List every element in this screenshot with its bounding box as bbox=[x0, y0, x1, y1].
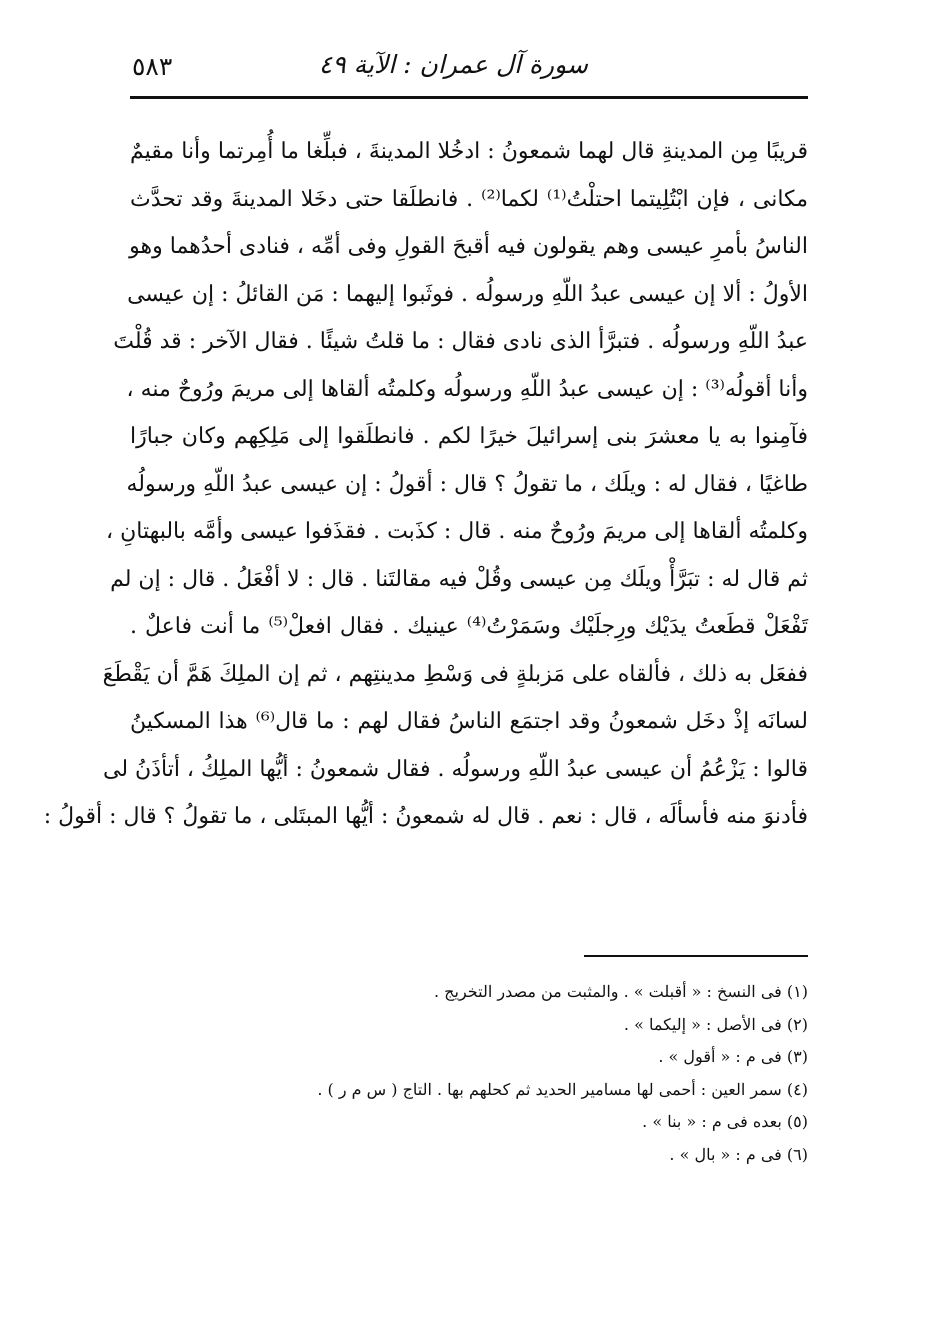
running-title: سورة آل عمران : الآية ٤٩ bbox=[318, 50, 588, 79]
footnotes bbox=[130, 976, 808, 1171]
footnote: (٢) فى الأصل : « إليكما » . bbox=[623, 1014, 808, 1034]
text-line: تَفْعَلْ قطَعتُ يدَيْك ورِجلَيْك وسَمَرْتُ⁽⁴⁾ عينيك . فقال افعلْ⁽⁵⁾ ما أنت فاعلٌ . bbox=[130, 614, 808, 639]
body-text bbox=[43, 128, 808, 841]
text-line: وأنا أقولُه⁽³⁾ : إن عيسى عبدُ اللّهِ ورسولُه وكلمتُه ألقاها إلى مريمَ ورُوحٌ منه ، bbox=[126, 376, 808, 402]
page-number: ٥٨٣ bbox=[132, 52, 173, 81]
text-line: الأولُ : ألا إن عيسى عبدُ اللّهِ ورسولُه . فوثَبوا إليهما : مَن القائلُ : إن عيسى bbox=[127, 281, 808, 307]
footnote: (١) فى النسخ : « أقبلت » . والمثبت من مصدر التخريج . bbox=[434, 982, 808, 1001]
footnote: (٣) فى م : « أقول » . bbox=[658, 1047, 808, 1066]
text-line: قالوا : يَزْعُمُ أن عيسى عبدُ اللّهِ ورسولُه . فقال شمعونُ : أيُّها الملِكُ ، أتأذَنُ لى bbox=[103, 756, 808, 782]
footnote-divider bbox=[584, 955, 808, 957]
text-line: مكانى ، فإن ابْتُلِيتما احتلْتُ⁽¹⁾ لكما⁽²⁾ . فانطلَقا حتى دخَلا المدينةَ وقد تحدَّث bbox=[130, 186, 808, 212]
text-line: لسانَه إذْ دخَل شمعونُ وقد اجتمَع الناسُ فقال لهم : ما قال⁽⁶⁾ هذا المسكينُ bbox=[130, 709, 808, 734]
text-line: طاغيًا ، فقال له : ويلَك ، ما تقولُ ؟ قال : أقولُ : إن عيسى عبدُ اللّهِ ورسولُه bbox=[126, 471, 808, 497]
page-header bbox=[130, 44, 808, 88]
text-line: عبدُ اللّهِ ورسولُه . فتبرَّأ الذى نادى فقال : ما قلتُ شيئًا . فقال الآخر : قد قُلْتَ bbox=[113, 329, 808, 354]
header-divider bbox=[130, 96, 808, 99]
text-line: وكلمتُه ألقاها إلى مريمَ ورُوحٌ منه . قال : كذَبت . فقذَفوا عيسى وأمَّه بالبهتانِ ، bbox=[105, 519, 808, 544]
footnote: (٤) سمر العين : أحمى لها مسامير الحديد ثم كحلهم بها . التاج ( س م ر ) . bbox=[317, 1079, 808, 1099]
footnote: (٦) فى م : « بال » . bbox=[669, 1144, 808, 1164]
text-line: الناسُ بأمرِ عيسى وهم يقولون فيه أقبحَ القولِ وفى أمِّه ، فنادى أحدُهما وهو bbox=[129, 234, 808, 259]
text-line: فأدنوَ منه فأسألَه ، قال : نعم . قال له شمعونُ : أيُّها المبتَلى ، ما تقولُ ؟ قال : أقولُ : bbox=[43, 804, 808, 829]
text-line: فآمِنوا به يا معشرَ بنى إسرائيلَ خيرًا لكم . فانطلَقوا إلى مَلِكِهم وكان جبارًا bbox=[130, 424, 808, 449]
footnote: (٥) بعده فى م : « بنا » . bbox=[642, 1112, 808, 1131]
text-line: ثم قال له : تبَرَّأْ ويلَك مِن عيسى وقُلْ فيه مقالتَنا . قال : لا أفْعَلُ . قال : إن لم bbox=[110, 566, 808, 592]
text-line: قريبًا مِن المدينةِ قال لهما شمعونُ : ادخُلا المدينةَ ، فبلِّغا ما أُمِرتما وأنا مقيمٌ bbox=[130, 139, 808, 164]
text-line: ففعَل به ذلك ، فألقاه على مَزبلةٍ فى وَسْطِ مدينتِهم ، ثم إن الملِكَ هَمَّ أن يَقْطَعَ bbox=[102, 661, 808, 687]
